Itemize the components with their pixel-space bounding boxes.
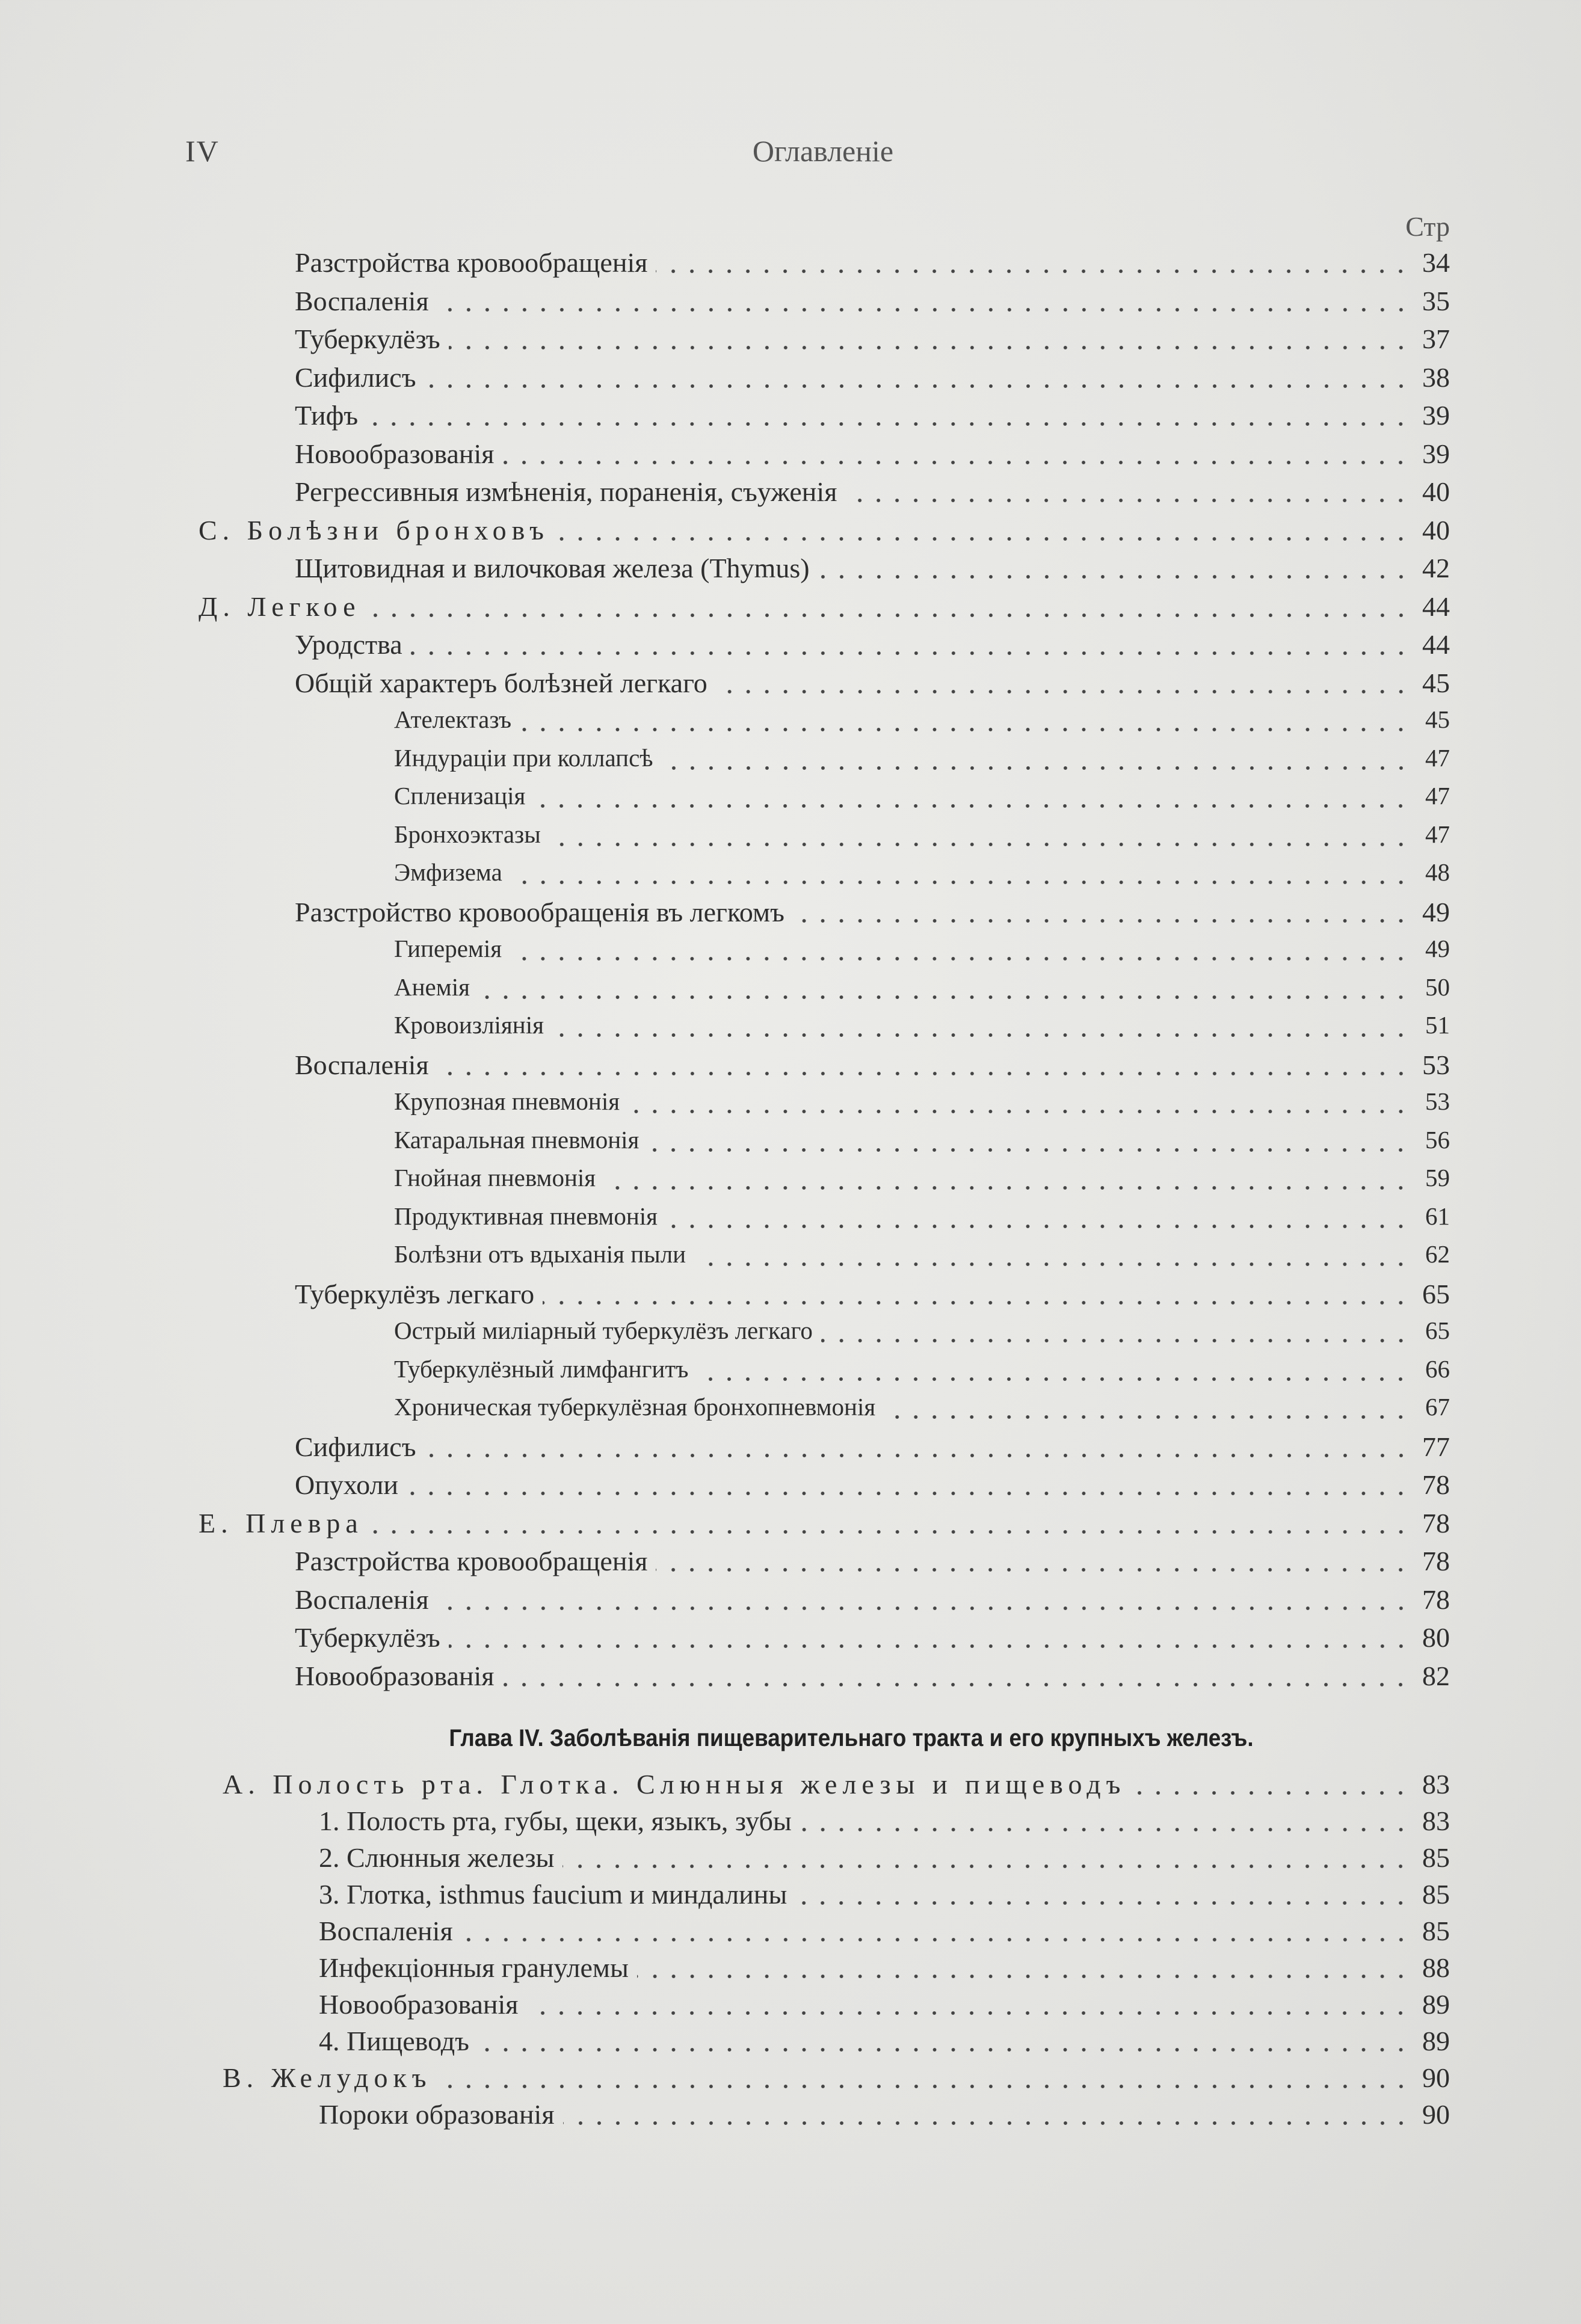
toc-entry-label: Щитовидная и вилочковая железа (Thymus) xyxy=(295,553,810,583)
toc-entry xyxy=(295,1660,1450,1696)
toc-entry xyxy=(295,247,1450,283)
dot-leader xyxy=(437,1605,1410,1611)
dot-leader xyxy=(662,765,1410,771)
toc-entry-page: 45 xyxy=(1422,667,1450,698)
toc-entry-label: Д. Легкое xyxy=(199,591,361,622)
toc-entry-label: Разстройства кровообращенія xyxy=(295,247,648,278)
toc-entry-label: Пороки образованія xyxy=(319,2099,555,2130)
toc-entry xyxy=(394,858,1450,894)
toc-entry xyxy=(394,1316,1450,1352)
toc-entry xyxy=(319,1878,1450,1914)
toc-entry-page: 47 xyxy=(1425,820,1450,848)
toc-entry-page: 40 xyxy=(1422,476,1450,507)
toc-entry-label: Болѣзни отъ вдыханія пыли xyxy=(394,1240,686,1268)
toc-entry-page: 62 xyxy=(1425,1240,1450,1268)
toc-entry xyxy=(394,1163,1450,1199)
toc-entry-label: Новообразованія xyxy=(295,1660,495,1691)
toc-entry xyxy=(295,1584,1450,1620)
dot-leader xyxy=(425,383,1411,389)
toc-entry xyxy=(319,1988,1450,2024)
dot-leader xyxy=(372,1529,1410,1535)
toc-entry-label: Инфекціонныя гранулемы xyxy=(319,1952,629,1983)
dot-leader xyxy=(821,1338,1410,1344)
toc-entry-label: Гнойная пневмонія xyxy=(394,1164,596,1191)
toc-entry-page: 65 xyxy=(1422,1278,1450,1309)
toc-entry-label: Тифъ xyxy=(295,400,359,431)
toc-entry xyxy=(394,1354,1450,1391)
toc-entry xyxy=(295,896,1450,932)
toc-entry-page: 50 xyxy=(1425,973,1450,1001)
toc-entry-page: 85 xyxy=(1422,1916,1450,1946)
toc-entry-label: Туберкулёзъ xyxy=(295,324,440,354)
toc-entry xyxy=(295,1049,1450,1085)
dot-leader xyxy=(520,727,1410,733)
toc-entry xyxy=(394,1125,1450,1161)
dot-leader xyxy=(449,345,1410,351)
toc-entry-label: Разстройства кровообращенія xyxy=(295,1546,648,1576)
toc-entry-page: 78 xyxy=(1422,1584,1450,1615)
toc-entry xyxy=(394,781,1450,817)
toc-entry-page: 44 xyxy=(1422,591,1450,622)
toc-entry-label: Продуктивная пневмонія xyxy=(394,1202,658,1230)
toc-entry xyxy=(394,820,1450,856)
toc-entry xyxy=(394,743,1450,779)
toc-entry-page: 90 xyxy=(1422,2099,1450,2130)
dot-leader xyxy=(534,803,1410,809)
toc-entry xyxy=(394,1392,1450,1428)
dot-leader xyxy=(440,2083,1410,2089)
toc-entry-label: Воспаленія xyxy=(295,1584,429,1615)
toc-entry-label: Катаральная пневмонія xyxy=(394,1125,639,1154)
toc-entry-page: 49 xyxy=(1422,896,1450,927)
toc-entry-label: Туберкулёзъ легкаго xyxy=(295,1278,535,1309)
toc-entry xyxy=(295,552,1450,588)
toc-entry-label: Анемія xyxy=(394,973,470,1001)
dot-leader xyxy=(411,650,1410,656)
dot-leader xyxy=(552,1032,1410,1038)
dot-leader xyxy=(543,1300,1410,1306)
toc-entry-label: 2. Слюнныя железы xyxy=(319,1842,555,1873)
dot-leader xyxy=(461,1937,1410,1943)
dot-leader xyxy=(449,1643,1410,1649)
dot-leader xyxy=(478,994,1410,1000)
toc-entry-page: 39 xyxy=(1422,400,1450,431)
toc-entry-page: 48 xyxy=(1425,858,1450,886)
toc-entry xyxy=(319,2098,1450,2135)
dot-leader xyxy=(694,1261,1410,1267)
dot-leader xyxy=(800,1827,1410,1833)
toc-entry xyxy=(295,1469,1450,1505)
toc-entry-page: 61 xyxy=(1425,1202,1450,1230)
toc-entry xyxy=(319,1915,1450,1951)
toc-entry-label: Воспаленія xyxy=(319,1916,453,1946)
dot-leader xyxy=(697,1376,1410,1382)
dot-leader xyxy=(502,1682,1410,1688)
toc-entry-page: 80 xyxy=(1422,1622,1450,1653)
toc-entry-page: 78 xyxy=(1422,1507,1450,1539)
toc-entry xyxy=(199,514,1450,550)
toc-entry xyxy=(394,934,1450,970)
dot-leader xyxy=(666,1223,1410,1229)
page-column-label: Стр xyxy=(1405,211,1450,242)
toc-entry-page: 89 xyxy=(1422,2026,1450,2056)
toc-entry-label: Эмфизема xyxy=(394,858,502,886)
toc-entry xyxy=(394,1240,1450,1276)
toc-entry-label: Воспаленія xyxy=(295,285,429,316)
toc-entry-page: 65 xyxy=(1425,1317,1450,1344)
dot-leader xyxy=(437,307,1410,313)
dot-leader xyxy=(656,1567,1410,1573)
toc-entry xyxy=(295,323,1450,359)
toc-entry xyxy=(319,1952,1450,1988)
toc-entry-page: 39 xyxy=(1422,438,1450,469)
dot-leader xyxy=(793,918,1410,924)
toc-entry-page: 59 xyxy=(1425,1164,1450,1191)
toc-entry-label: Е. Плевра xyxy=(199,1507,363,1539)
toc-entry xyxy=(394,1087,1450,1123)
toc-entry-label: Острый миліарный туберкулёзъ легкаго xyxy=(394,1317,813,1344)
toc-entry-label: 1. Полость рта, губы, щеки, языкъ, зубы xyxy=(319,1806,792,1836)
toc-entry-label: Хроническая туберкулёзная бронхопневмонія xyxy=(394,1393,876,1421)
toc-entry xyxy=(295,1431,1450,1467)
toc-entry xyxy=(394,1202,1450,1238)
toc-entry-label: 3. Глотка, isthmus faucium и миндалины xyxy=(319,1879,787,1910)
toc-entry-page: 47 xyxy=(1425,743,1450,772)
toc-entry-label: Бронхоэктазы xyxy=(394,820,541,848)
toc-entry-label: Разстройство кровообращенія въ легкомъ xyxy=(295,896,784,927)
toc-entry xyxy=(199,1507,1450,1543)
toc-entry-label: Ателектазъ xyxy=(394,706,512,733)
toc-entry xyxy=(295,285,1450,321)
dot-leader xyxy=(425,1452,1411,1459)
toc-entry-page: 66 xyxy=(1425,1354,1450,1383)
toc-entry xyxy=(394,705,1450,741)
toc-entry-label: 4. Пищеводъ xyxy=(319,2026,469,2056)
toc-entry xyxy=(319,2025,1450,2061)
dot-leader xyxy=(795,1900,1410,1906)
toc-entry xyxy=(295,438,1450,474)
dot-leader xyxy=(510,956,1410,962)
toc-entry-page: 34 xyxy=(1422,247,1450,278)
dot-leader xyxy=(369,612,1410,618)
toc-entry-page: 38 xyxy=(1422,361,1450,393)
toc-entry-page: 77 xyxy=(1422,1431,1450,1462)
toc-entry-label: Сифилисъ xyxy=(295,361,416,393)
toc-entry-page: 67 xyxy=(1425,1393,1450,1421)
toc-entry xyxy=(199,591,1450,627)
toc-entry-page: 51 xyxy=(1425,1011,1450,1039)
toc-entry-label: Общій характеръ болѣзней легкаго xyxy=(295,667,707,698)
toc-entry-page: 53 xyxy=(1425,1087,1450,1115)
toc-entry xyxy=(394,973,1450,1009)
dot-leader xyxy=(511,879,1410,885)
toc-entry-label: Новообразованія xyxy=(319,1989,519,2020)
toc-entry xyxy=(319,1805,1450,1841)
dot-leader xyxy=(549,841,1410,847)
toc-entry-label: Кровоизліянія xyxy=(394,1011,544,1039)
dot-leader xyxy=(647,1147,1410,1153)
toc-entry-label: Туберкулёзный лимфангитъ xyxy=(394,1354,689,1383)
toc-entry-page: 37 xyxy=(1422,324,1450,354)
toc-entry-label: Туберкулёзъ xyxy=(295,1622,440,1653)
toc-entry-page: 88 xyxy=(1422,1952,1450,1983)
toc-entry xyxy=(295,629,1450,665)
toc-entry-label: А. Полость рта. Глотка. Слюнныя железы и пищеводъ xyxy=(223,1769,1126,1800)
toc-entry xyxy=(295,1278,1450,1314)
toc-entry-page: 40 xyxy=(1422,514,1450,546)
toc-entry-page: 44 xyxy=(1422,629,1450,660)
dot-leader xyxy=(407,1490,1410,1496)
dot-leader xyxy=(366,421,1410,427)
dot-leader xyxy=(558,536,1410,542)
running-title: Оглавленіе xyxy=(752,134,894,168)
chapter-heading: Глава IV. Заболѣванія пищеварительнаго тракта и его крупныхъ железъ. xyxy=(449,1725,1254,1751)
dot-leader xyxy=(526,2010,1410,2016)
toc-entry-label: В. Желудокъ xyxy=(223,2062,432,2093)
dot-leader xyxy=(656,268,1410,274)
page-number: IV xyxy=(185,134,220,168)
dot-leader xyxy=(637,1973,1410,1979)
toc-entry xyxy=(295,361,1450,398)
dot-leader xyxy=(478,2047,1410,2053)
toc-entry-page: 42 xyxy=(1422,553,1450,583)
toc-entry-label: Сифилисъ xyxy=(295,1431,416,1462)
toc-entry xyxy=(295,476,1450,512)
toc-entry-page: 56 xyxy=(1425,1125,1450,1154)
dot-leader xyxy=(562,1863,1410,1869)
toc-entry xyxy=(319,1842,1450,1878)
toc-entry-page: 78 xyxy=(1422,1546,1450,1576)
toc-entry xyxy=(295,399,1450,435)
dot-leader xyxy=(502,460,1410,466)
dot-leader xyxy=(563,2120,1411,2126)
toc-entry xyxy=(394,1010,1450,1047)
toc-entry-label: Крупозная пневмонія xyxy=(394,1087,620,1115)
toc-entry-page: 45 xyxy=(1425,706,1450,733)
toc-entry-label: Спленизація xyxy=(394,782,526,810)
dot-leader xyxy=(716,689,1410,695)
toc-entry-page: 85 xyxy=(1422,1879,1450,1910)
toc-entry-page: 49 xyxy=(1425,935,1450,962)
toc-entry-label: Новообразованія xyxy=(295,438,495,469)
toc-entry xyxy=(223,2062,1450,2098)
dot-leader xyxy=(604,1185,1410,1191)
toc-entry xyxy=(223,1768,1450,1804)
toc-entry-label: Воспаленія xyxy=(295,1049,429,1080)
toc-entry-page: 89 xyxy=(1422,1989,1450,2020)
toc-entry-label: Опухоли xyxy=(295,1469,399,1500)
toc-entry-page: 47 xyxy=(1425,782,1450,810)
dot-leader xyxy=(818,574,1410,580)
toc-entry-label: Регрессивныя измѣненія, пораненія, съуженія xyxy=(295,476,837,507)
toc-entry-label: С. Болѣзни бронховъ xyxy=(199,514,549,546)
dot-leader xyxy=(1134,1790,1410,1796)
toc-entry-page: 90 xyxy=(1422,2062,1450,2093)
toc-entry-page: 83 xyxy=(1422,1769,1450,1800)
toc-entry-page: 35 xyxy=(1422,285,1450,316)
toc-entry xyxy=(295,1622,1450,1658)
toc-entry xyxy=(295,1545,1450,1581)
toc-entry-page: 85 xyxy=(1422,1842,1450,1873)
toc-entry-label: Гиперемія xyxy=(394,935,502,962)
dot-leader xyxy=(437,1071,1410,1077)
toc-entry-page: 83 xyxy=(1422,1806,1450,1836)
dot-leader xyxy=(845,497,1410,503)
dot-leader xyxy=(884,1414,1410,1420)
dot-leader xyxy=(628,1108,1410,1114)
toc-entry-page: 82 xyxy=(1422,1660,1450,1691)
toc-entry xyxy=(295,667,1450,703)
toc-entry-label: Уродства xyxy=(295,629,402,660)
toc-entry-page: 78 xyxy=(1422,1469,1450,1500)
toc-entry-page: 53 xyxy=(1422,1049,1450,1080)
toc-entry-label: Индураціи при коллапсѣ xyxy=(394,743,653,772)
